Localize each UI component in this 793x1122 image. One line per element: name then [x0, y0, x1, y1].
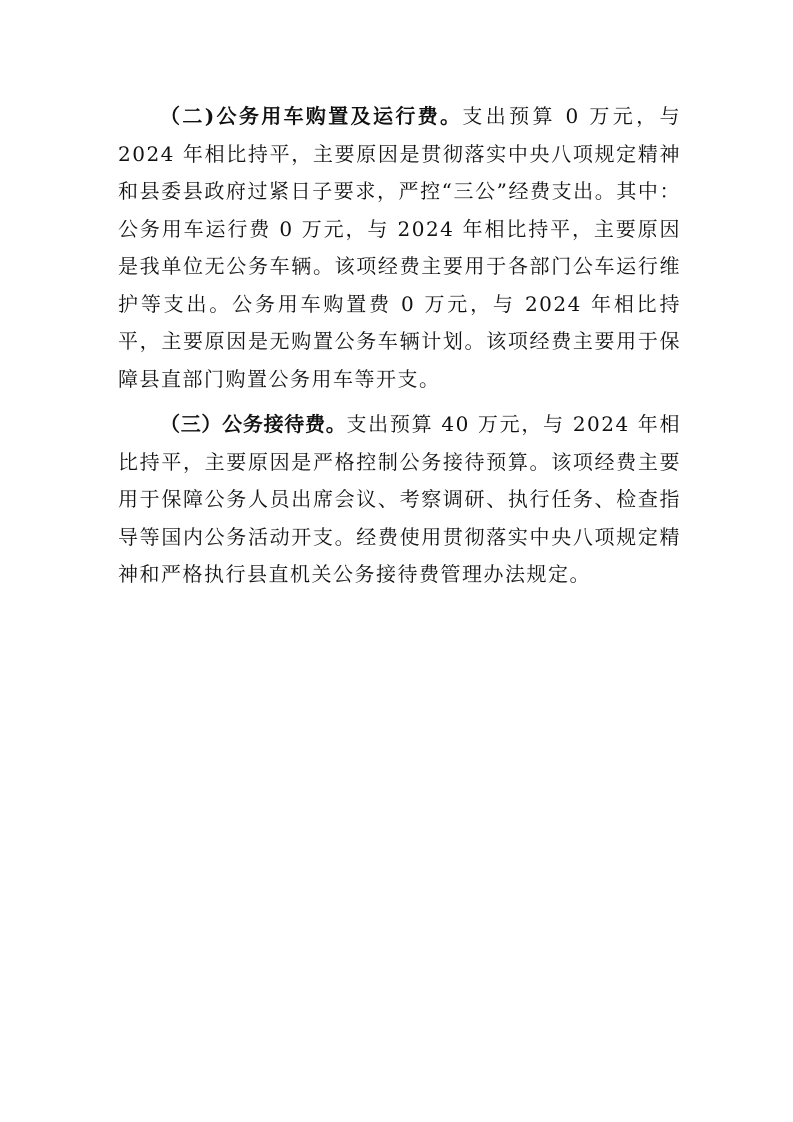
section-text-reception-expenses: 支出预算 40 万元，与 2024 年相比持平，主要原因是严格控制公务接待预算。该项经费主要用于保障公务人员出席会议、考察调研、执行任务、检查指导等国内公务活动开支。经费使用贯彻落实中央八项规定精神和严格执行县直机关公务接待费管理办法规定。 — [118, 412, 682, 586]
section-text-vehicle-expenses: 支出预算 0 万元，与 2024 年相比持平，主要原因是贯彻落实中央八项规定精神和县委县政府过紧日子要求，严控“三公”经费支出。其中：公务用车运行费 0 万元，与 2024 年相比持平，主要原因是我单位无公务车辆。该项经费主要用于各部门公车运行维护等支出。公务用车购置费 0 万元，与 2024 年相比持平，主要原因是无购置公务车辆计划。该项经费主要用于保障县直部门购置公务用车等开支。 — [118, 104, 681, 391]
section-heading-reception-expenses: （三）公务接待费。 — [160, 412, 347, 436]
section-heading-vehicle-expenses: （二)公务用车购置及运行费。 — [160, 104, 463, 128]
document-body — [118, 98, 681, 594]
paragraph-vehicle-expenses — [118, 98, 681, 398]
paragraph-reception-expenses — [118, 406, 681, 594]
